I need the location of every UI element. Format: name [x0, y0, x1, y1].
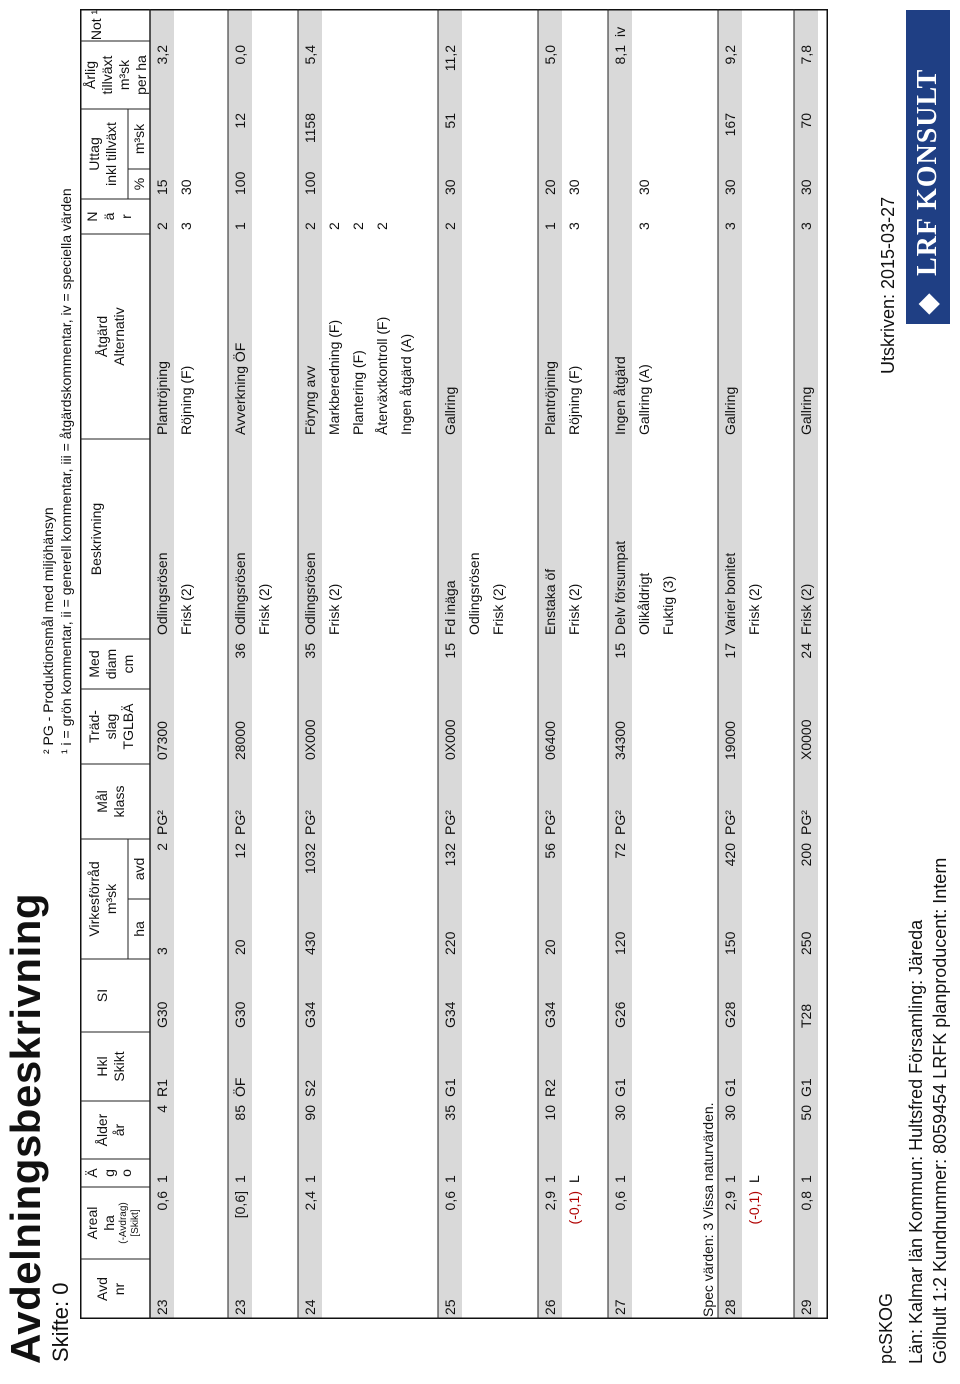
print-date: Utskriven: 2015-03-27 [878, 196, 898, 374]
cell-ago: 1 [442, 1175, 458, 1183]
cell-tradslag: 0X000 [442, 719, 458, 760]
cell-diam: 24 [798, 643, 814, 659]
header-hkl [94, 1032, 128, 1101]
header-ago-line: Ä [84, 1168, 100, 1178]
cell-atgard: Plantröjning [154, 361, 170, 435]
cell-hkl: G1 [798, 1078, 814, 1097]
header-not-line: Not ¹ [88, 9, 104, 41]
header-atgard-line: Alternativ [111, 307, 127, 366]
header-areal-line: ha [101, 1215, 117, 1231]
cell-areal: 2,9 [722, 1191, 738, 1211]
header-not [88, 9, 105, 41]
header-nar-line: r [118, 214, 134, 219]
cell-diam: 17 [722, 643, 738, 659]
cell-areal: 0,6 [612, 1191, 628, 1211]
header-diam-line: Med [86, 650, 102, 678]
cell-tillvaxt: 5,4 [302, 45, 318, 65]
cell-nar: 2 [350, 222, 366, 230]
cell-alder: 35 [442, 1105, 458, 1121]
cell-ago-2: L [566, 1175, 582, 1183]
cell-avdrag: (-0,1) [746, 1191, 762, 1225]
cell-virke-avd: 12 [232, 843, 248, 859]
cell-diam: 15 [612, 643, 628, 659]
cell-areal: 0,8 [798, 1191, 814, 1211]
cell-beskrivning: Enstaka öf [542, 568, 558, 635]
header-tradslag [86, 689, 137, 764]
cell-si: G30 [154, 1001, 170, 1028]
cell-nar: 2 [374, 222, 390, 230]
cell-atgard: Gallring (A) [636, 364, 652, 435]
header-alder-line: år [111, 1123, 127, 1137]
cell-uttag-pct: 100 [232, 171, 248, 195]
header-virke [86, 839, 120, 959]
cell-hkl: S2 [302, 1079, 318, 1097]
cell-atgard: Ingen åtgärd (A) [398, 333, 414, 435]
cell-nar: 3 [636, 222, 652, 230]
cell-mal: PG² [542, 810, 558, 835]
cell-virke-avd: 72 [612, 843, 628, 859]
header-uttag-m3: m³sk [131, 123, 147, 155]
cell-mal: PG² [612, 810, 628, 835]
cell-si: G26 [612, 1001, 628, 1028]
cell-areal: 2,9 [542, 1191, 558, 1211]
cell-atgard: Plantröjning [542, 361, 558, 435]
cell-tillvaxt: 5,0 [542, 45, 558, 65]
header-tradslag-line: slag [103, 713, 119, 740]
cell-beskrivning: Frisk (2) [746, 583, 762, 635]
cell-uttag-pct: 30 [442, 179, 458, 195]
header-hkl-line: Hkl [94, 1056, 110, 1077]
footnote-comments: ¹ i = grön kommentar, ii = generell kommentar, iii = åtgärdskommentar, iv = speciella värden [58, 188, 74, 754]
header-virke-line: Virkesförråd [86, 861, 102, 937]
header-areal [84, 1187, 142, 1259]
cell-atgard: Återväxtkontroll (F) [374, 316, 390, 435]
cell-alder: 30 [722, 1105, 738, 1121]
cell-ago: 1 [722, 1175, 738, 1183]
cell-avd: 26 [542, 1299, 558, 1315]
cell-areal: 0,6 [154, 1191, 170, 1211]
cell-beskrivning: Frisk (2) [178, 583, 194, 635]
cell-tradslag: 07300 [154, 721, 170, 760]
header-tillvaxt-line: tillväxt [99, 55, 115, 95]
header-tradslag-line: Träd- [86, 710, 102, 743]
cell-uttag-pct: 30 [178, 179, 194, 195]
cell-uttag-pct: 30 [798, 179, 814, 195]
cell-uttag-m3: 51 [442, 113, 458, 129]
cell-mal: PG² [302, 810, 318, 835]
header-virke-ha: ha [131, 921, 147, 937]
cell-nar: 1 [232, 222, 248, 230]
cell-beskrivning: Frisk (2) [566, 583, 582, 635]
cell-virke-avd: 2 [154, 843, 170, 851]
cell-avd: 23 [232, 1299, 248, 1315]
cell-virke-ha: 3 [154, 947, 170, 955]
cell-tradslag: 0X000 [302, 719, 318, 760]
cell-ago: 1 [612, 1175, 628, 1183]
logo-diamond-icon: ◆ [913, 294, 942, 314]
location-line: Län: Kalmar län Kommun: Hultsfred Församling: Järeda [906, 919, 926, 1364]
cell-atgard: Röjning (F) [178, 365, 194, 435]
cell-uttag-pct: 20 [542, 179, 558, 195]
cell-beskrivning: Odlingsrösen [154, 552, 170, 635]
cell-virke-ha: 430 [302, 931, 318, 955]
cell-beskrivning: Frisk (2) [490, 583, 506, 635]
cell-alder: 85 [232, 1105, 248, 1121]
cell-si: G30 [232, 1001, 248, 1028]
header-nar-line: ä [101, 212, 117, 221]
header-areal-line: [Skikt] [130, 1209, 141, 1237]
cell-atgard: Plantering (F) [350, 350, 366, 435]
cell-virke-ha: 20 [232, 939, 248, 955]
cell-avd: 29 [798, 1299, 814, 1315]
cell-diam: 15 [442, 643, 458, 659]
cell-virke-avd: 200 [798, 843, 814, 867]
customer-line: Gölhult 1:2 Kundnummer: 8059454 LRFK planproducent: Intern [930, 857, 950, 1364]
cell-beskrivning: Fd inäga [442, 580, 458, 635]
cell-virke-avd: 56 [542, 843, 558, 859]
cell-virke-ha: 120 [612, 931, 628, 955]
cell-atgard: Ingen åtgärd [612, 356, 628, 435]
cell-beskrivning: Frisk (2) [326, 583, 342, 635]
cell-nar: 2 [442, 222, 458, 230]
cell-hkl: G1 [722, 1078, 738, 1097]
cell-beskrivning: Frisk (2) [256, 583, 272, 635]
cell-si: T28 [798, 1003, 814, 1028]
cell-diam: 36 [232, 643, 248, 659]
cell-virke-avd: 420 [722, 843, 738, 867]
cell-atgard: Föryng avv [302, 365, 318, 435]
header-si [94, 959, 111, 1032]
page-title: Avdelningsbeskrivning [2, 892, 49, 1364]
cell-si: G34 [442, 1001, 458, 1028]
cell-nar: 2 [326, 222, 342, 230]
cell-tillvaxt: 8,1 [612, 45, 628, 65]
cell-alder: 4 [154, 1105, 170, 1113]
cell-alder: 50 [798, 1105, 814, 1121]
cell-si: G34 [302, 1001, 318, 1028]
header-areal-line: (-Avdrag) [118, 1202, 129, 1244]
header-uttag-line: inkl tillväxt [103, 122, 119, 186]
cell-si: G34 [542, 1001, 558, 1028]
cell-hkl: ÖF [232, 1077, 248, 1097]
header-alder-line: Ålder [94, 1113, 110, 1147]
header-tillvaxt-line: Årlig [82, 61, 98, 90]
program-name: pcSKOG [876, 1292, 896, 1364]
header-beskr [88, 439, 105, 639]
cell-not: iv [612, 26, 628, 37]
cell-mal: PG² [722, 810, 738, 835]
header-diam [86, 639, 137, 689]
cell-uttag-pct: 30 [636, 179, 652, 195]
cell-atgard: Gallring [798, 386, 814, 435]
cell-atgard: Markberedning (F) [326, 319, 342, 435]
cell-atgard: Gallring [442, 386, 458, 435]
header-si-line: SI [94, 988, 110, 1003]
cell-tradslag: 19000 [722, 721, 738, 760]
cell-uttag-pct: 15 [154, 179, 170, 195]
cell-tradslag: 34300 [612, 721, 628, 760]
description-table [80, 9, 828, 1319]
cell-uttag-m3: 167 [722, 113, 738, 137]
header-avd-line: nr [111, 1282, 127, 1296]
header-tradslag-line: TGLBÄ [120, 703, 136, 750]
cell-mal: PG² [232, 810, 248, 835]
cell-beskrivning: Delv försumpat [612, 540, 628, 635]
cell-tradslag: 28000 [232, 721, 248, 760]
cell-nar: 3 [566, 222, 582, 230]
header-mal [94, 764, 128, 839]
header-virke-line: m³sk [103, 883, 119, 915]
header-mal-line: Mål [94, 790, 110, 813]
header-ago [84, 1159, 135, 1187]
cell-diam: 35 [302, 643, 318, 659]
cell-mal: PG² [154, 810, 170, 835]
cell-uttag-pct: 30 [722, 179, 738, 195]
header-tillvaxt-line: m³sk [116, 59, 132, 91]
cell-ago: 1 [232, 1175, 248, 1183]
skifte-label: Skifte: 0 [48, 1282, 73, 1362]
cell-atgard: Avverkning ÖF [232, 342, 248, 435]
header-tillvaxt-line: per ha [133, 55, 149, 95]
cell-avd: 27 [612, 1299, 628, 1315]
header-ago-line: g [101, 1169, 117, 1177]
cell-virke-avd: 132 [442, 843, 458, 867]
cell-tradslag: 06400 [542, 721, 558, 760]
cell-tradslag: X0000 [798, 719, 814, 760]
header-avd [94, 1259, 128, 1319]
header-virke-avd: avd [131, 857, 147, 881]
cell-ago: 1 [798, 1175, 814, 1183]
cell-virke-ha: 220 [442, 931, 458, 955]
cell-avd: 23 [154, 1299, 170, 1315]
cell-areal: 2,4 [302, 1191, 318, 1211]
cell-mal: PG² [798, 810, 814, 835]
cell-uttag-pct: 30 [566, 179, 582, 195]
cell-beskrivning: Odlingsrösen [302, 552, 318, 635]
cell-hkl: R2 [542, 1079, 558, 1097]
cell-beskrivning: Frisk (2) [798, 583, 814, 635]
cell-areal: 0,6 [442, 1191, 458, 1211]
cell-nar: 1 [542, 222, 558, 230]
cell-si: G28 [722, 1001, 738, 1028]
cell-uttag-pct: 100 [302, 171, 318, 195]
cell-hkl: G1 [612, 1078, 628, 1097]
header-uttag [86, 109, 120, 199]
cell-uttag-m3: 1158 [302, 113, 318, 144]
cell-avd: 28 [722, 1299, 738, 1315]
header-nar-line: N [84, 211, 100, 222]
cell-virke-ha: 250 [798, 931, 814, 955]
cell-avd: 24 [302, 1299, 318, 1315]
cell-beskrivning: Fuktig (3) [660, 575, 676, 635]
header-alder [94, 1101, 128, 1159]
cell-ago: 1 [154, 1175, 170, 1183]
header-diam-line: diam [103, 648, 119, 680]
cell-virke-avd: 1032 [302, 843, 318, 875]
cell-atgard: Gallring [722, 386, 738, 435]
cell-tillvaxt: 3,2 [154, 45, 170, 65]
header-nar [84, 199, 135, 234]
footnote-production-goal: ² PG - Produktionsmål med miljöhänsyn [40, 507, 56, 754]
cell-nar: 2 [154, 222, 170, 230]
cell-mal: PG² [442, 810, 458, 835]
header-atgard [94, 234, 128, 439]
cell-nar: 3 [722, 222, 738, 230]
cell-beskrivning: Varier bonitet [722, 552, 738, 635]
header-uttag-pct: % [131, 177, 147, 191]
header-avd-line: Avd [94, 1277, 110, 1301]
cell-areal: [0,6] [232, 1191, 248, 1219]
header-tillvaxt [82, 41, 150, 109]
cell-tillvaxt: 9,2 [722, 45, 738, 65]
cell-virke-ha: 150 [722, 931, 738, 955]
cell-beskrivning: Odlingsrösen [466, 552, 482, 635]
cell-ago: 1 [302, 1175, 318, 1183]
cell-alder: 10 [542, 1105, 558, 1121]
cell-alder: 90 [302, 1105, 318, 1121]
header-hkl-line: Skikt [111, 1051, 127, 1082]
header-uttag-line: Uttag [86, 137, 102, 171]
cell-nar: 3 [178, 222, 194, 230]
logo-text: LRF KONSULT [912, 68, 943, 276]
header-mal-line: klass [111, 785, 127, 818]
cell-nar: 3 [798, 222, 814, 230]
cell-ago: 1 [542, 1175, 558, 1183]
header-beskr-line: Beskrivning [88, 502, 104, 576]
cell-uttag-m3: 70 [798, 113, 814, 129]
cell-alder: 30 [612, 1105, 628, 1121]
cell-ago-2: L [746, 1175, 762, 1183]
cell-virke-ha: 20 [542, 939, 558, 955]
cell-hkl: R1 [154, 1079, 170, 1097]
header-diam-line: cm [120, 654, 136, 674]
cell-tillvaxt: 0,0 [232, 45, 248, 65]
cell-nar: 2 [302, 222, 318, 230]
lrf-konsult-logo [906, 10, 950, 324]
cell-hkl: G1 [442, 1078, 458, 1097]
spec-note: Spec värden: 3 Vissa naturvärden. [700, 1102, 716, 1317]
cell-avd: 25 [442, 1299, 458, 1315]
cell-tillvaxt: 7,8 [798, 45, 814, 65]
cell-tillvaxt: 11,2 [442, 45, 458, 72]
cell-beskrivning: Olikåldrigt [636, 572, 652, 635]
cell-uttag-m3: 12 [232, 113, 248, 129]
cell-atgard: Röjning (F) [566, 365, 582, 435]
header-areal-line: Areal [84, 1206, 100, 1240]
cell-beskrivning: Odlingsrösen [232, 552, 248, 635]
header-ago-line: o [118, 1169, 134, 1177]
header-atgard-line: Åtgärd [94, 315, 110, 358]
cell-avdrag: (-0,1) [566, 1191, 582, 1225]
